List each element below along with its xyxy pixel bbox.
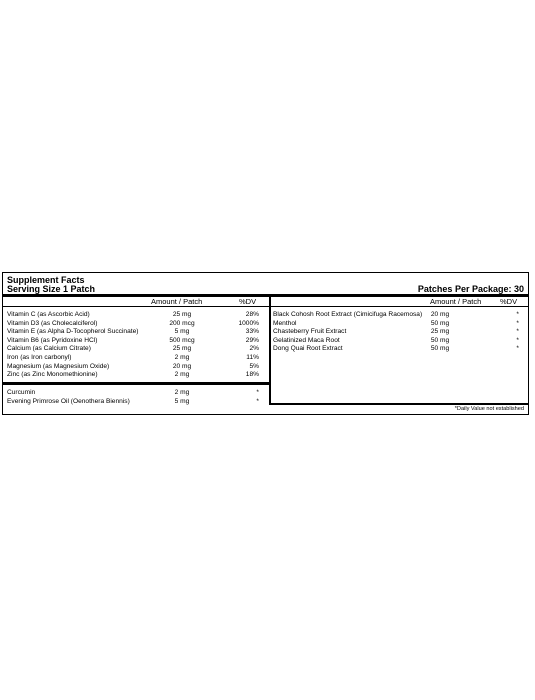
left-amount-header: Amount / Patch — [151, 297, 203, 306]
nutrient-dv: * — [516, 319, 519, 327]
nutrient-name: Vitamin E (as Alpha D-Tocopherol Succinate) — [7, 328, 139, 336]
nutrient-name: Zinc (as Zinc Monomethionine) — [7, 371, 98, 379]
nutrient-name: Vitamin B6 (as Pyridoxine HCl) — [7, 336, 98, 344]
nutrient-name: Black Cohosh Root Extract (Cimicifuga Racemosa) — [273, 311, 423, 318]
nutrient-amount: 2 mg — [174, 354, 190, 361]
nutrient-dv: 18% — [245, 371, 259, 379]
nutrient-dv: * — [256, 397, 259, 405]
nutrient-amount: 20 mg — [172, 362, 192, 370]
nutrient-dv: 11% — [246, 354, 259, 361]
nutrient-amount: 25 mg — [172, 311, 192, 318]
left-header-rule — [3, 306, 269, 307]
nutrient-dv: 2% — [249, 345, 259, 353]
nutrient-name: Menthol — [273, 319, 297, 327]
nutrient-amount: 50 mg — [430, 319, 450, 327]
nutrient-name: Dong Quai Root Extract — [273, 345, 343, 353]
nutrient-amount: 25 mg — [430, 328, 450, 336]
nutrient-dv: 33% — [245, 328, 259, 336]
nutrient-name: Calcium (as Calcium Citrate) — [7, 345, 91, 353]
nutrient-amount: 5 mg — [174, 328, 190, 336]
nutrient-amount: 25 mg — [172, 345, 192, 353]
nutrient-amount: 20 mg — [430, 311, 450, 318]
left-dv-header: %DV — [239, 297, 257, 306]
nutrient-dv: * — [516, 311, 519, 318]
serving-size: Serving Size 1 Patch — [7, 284, 96, 294]
nutrient-name: Chasteberry Fruit Extract — [273, 328, 347, 336]
nutrient-dv: 1000% — [238, 319, 259, 327]
nutrient-amount: 2 mg — [174, 371, 190, 379]
panel-title: Supplement Facts — [7, 275, 85, 285]
nutrient-dv: 28% — [245, 311, 259, 318]
nutrient-dv: 5% — [249, 362, 259, 370]
nutrient-name: Magnesium (as Magnesium Oxide) — [7, 362, 110, 370]
column-divider — [269, 297, 271, 405]
nutrient-name: Vitamin C (as Ascorbic Acid) — [7, 311, 90, 318]
nutrient-amount: 200 mcg — [169, 319, 195, 327]
nutrient-amount: 50 mg — [430, 336, 450, 344]
left-group-rule — [3, 382, 269, 385]
nutrient-dv: * — [516, 345, 519, 353]
nutrient-amount: 2 mg — [174, 389, 190, 396]
supplement-facts-panel — [2, 272, 529, 415]
nutrient-name: Curcumin — [7, 389, 36, 396]
nutrient-dv: * — [516, 336, 519, 344]
right-dv-header: %DV — [500, 297, 518, 306]
footnote-rule — [270, 403, 528, 405]
nutrient-name: Vitamin D3 (as Cholecalciferol) — [7, 319, 98, 327]
nutrient-name: Evening Primrose Oil (Oenothera Biennis) — [7, 397, 130, 405]
nutrient-amount: 5 mg — [174, 397, 190, 405]
patches-per-package: Patches Per Package: 30 — [417, 284, 524, 294]
nutrient-amount: 500 mcg — [169, 336, 195, 344]
right-header-rule — [270, 306, 528, 307]
nutrient-dv: * — [516, 328, 519, 336]
nutrient-dv: 29% — [245, 336, 259, 344]
nutrient-name: Gelatinized Maca Root — [273, 336, 340, 344]
nutrient-name: Iron (as Iron carbonyl) — [7, 354, 72, 361]
right-amount-header: Amount / Patch — [430, 297, 482, 306]
nutrient-dv: * — [256, 389, 259, 396]
daily-value-footnote: *Daily Value not established — [454, 406, 524, 412]
nutrient-amount: 50 mg — [430, 345, 450, 353]
